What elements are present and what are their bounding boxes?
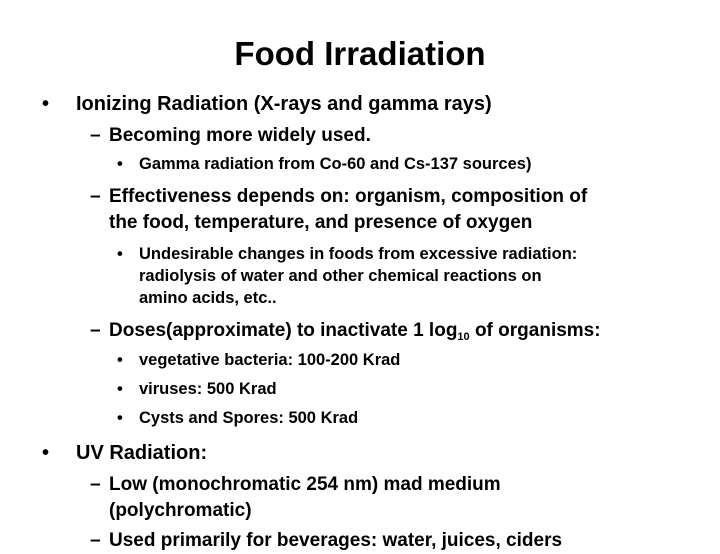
bullet-marker: • xyxy=(117,409,123,427)
bullet-marker: • xyxy=(42,93,50,115)
detail-undesirable-continued-1: radiolysis of water and other chemical reactions on xyxy=(139,267,542,285)
dash-marker: – xyxy=(90,186,101,207)
subbullet-effectiveness-continued: the food, temperature, and presence of oxygen xyxy=(109,212,533,233)
bullet-marker: • xyxy=(117,155,123,173)
bullet-marker: • xyxy=(117,380,123,398)
detail-cysts-spores: • Cysts and Spores: 500 Krad xyxy=(117,409,359,427)
dash-marker: – xyxy=(90,125,101,146)
dash-marker: – xyxy=(90,320,101,341)
bullet-marker: • xyxy=(117,245,123,263)
subbullet-effectiveness: – Effectiveness depends on: organism, composition of xyxy=(90,184,587,210)
detail-undesirable-changes: • Undesirable changes in foods from excessive radiation: xyxy=(117,245,578,263)
log-subscript: 10 xyxy=(457,331,470,343)
detail-undesirable-continued-2: amino acids, etc.. xyxy=(139,289,277,307)
detail-gamma-sources: • Gamma radiation from Co-60 and Cs-137 sources) xyxy=(117,155,532,173)
subbullet-widely-used: – Becoming more widely used. xyxy=(90,123,371,149)
subbullet-low-medium: – Low (monochromatic 254 nm) mad medium xyxy=(90,472,501,498)
bullet-ionizing-radiation: • Ionizing Radiation (X‐rays and gamma rays) xyxy=(42,90,492,118)
subbullet-doses: – Doses(approximate) to inactivate 1 $\log_{10}$ of organisms: xyxy=(90,320,601,343)
subbullet-low-medium-continued: (polychromatic) xyxy=(109,500,252,521)
bullet-marker: • xyxy=(42,442,50,464)
dash-marker: – xyxy=(90,530,101,551)
subbullet-used-primarily-cut-off: – Used primarily for beverages: water, juices, ciders xyxy=(90,528,562,554)
dash-marker: – xyxy=(90,474,101,495)
detail-viruses: • viruses: 500 Krad xyxy=(117,380,277,398)
detail-vegetative-bacteria: • vegetative bacteria: 100‐200 Krad xyxy=(117,351,401,369)
slide-title: Food Irradiation xyxy=(234,35,486,72)
bullet-uv-radiation: • UV Radiation: xyxy=(42,439,207,467)
bullet-marker: • xyxy=(117,351,123,369)
